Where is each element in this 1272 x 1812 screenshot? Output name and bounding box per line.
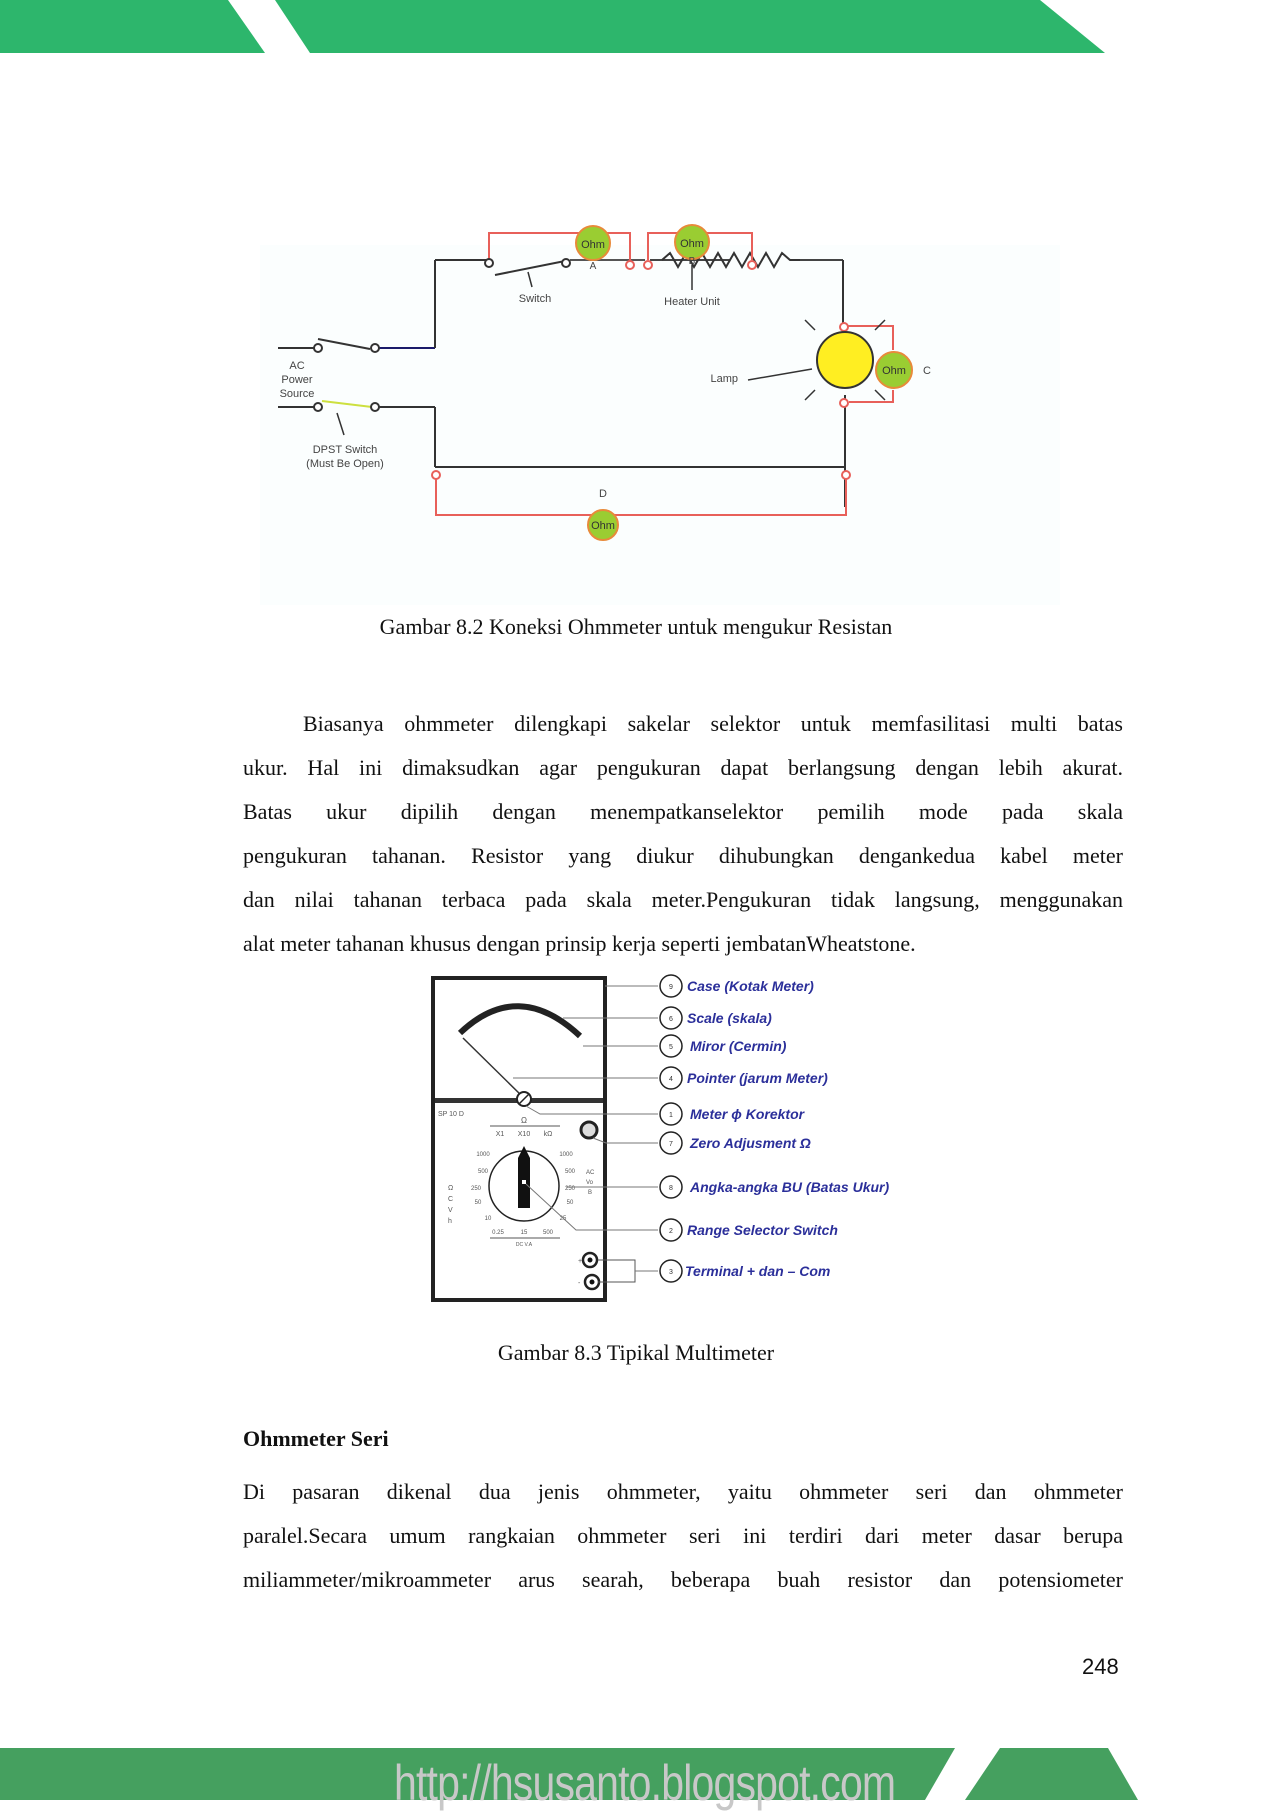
callout-label: Terminal + dan – Com: [685, 1263, 831, 1279]
paragraph-ohmmeter-seri: [243, 1470, 1123, 1602]
ohm-range: X10: [517, 1131, 531, 1138]
model-label: SP 10 D: [438, 1111, 464, 1118]
callout-label: Case (Kotak Meter): [687, 978, 814, 994]
paragraph-line: miliammeter/mikroammeter arus searah, beberapa buah resistor dan potensiometer: [243, 1567, 1123, 1592]
callout-number: 5: [669, 1044, 673, 1051]
ohm-meter-d-label: Ohm: [591, 520, 615, 532]
range-value: 250: [564, 1186, 576, 1192]
switch-label: Switch: [518, 293, 552, 305]
callout-label: Angka-angka BU (Batas Ukur): [690, 1179, 890, 1195]
range-value: 500: [542, 1230, 554, 1236]
callout-terminal: [660, 1260, 830, 1282]
paragraph-line: Biasanya ohmmeter dilengkapi sakelar selektor untuk memfasilitasi multi batas: [303, 711, 1123, 736]
paragraph-line: paralel.Secara umum rangkaian ohmmeter seri ini terdiri dari meter dasar berupa: [243, 1523, 1123, 1548]
callout-range-selector: [660, 1219, 838, 1241]
paragraph-line: ukur. Hal ini dimaksudkan agar pengukuran dapat berlangsung dengan lebih akurat.: [243, 755, 1123, 780]
callout-label: Pointer (jarum Meter): [687, 1070, 828, 1086]
header-band-main: [275, 0, 1105, 53]
paragraph-line: alat meter tahanan khusus dengan prinsip kerja seperti jembatanWheatstone.: [243, 931, 916, 956]
side-label: AC: [586, 1170, 595, 1176]
side-label: C: [448, 1196, 454, 1203]
footer-url-watermark[interactable]: http://hsusanto.blogspot.com: [394, 1755, 896, 1811]
ohmmeter-connection-diagram: [260, 238, 1060, 605]
section-heading: Ohmmeter Seri: [243, 1426, 389, 1451]
range-value: 500: [564, 1169, 576, 1175]
paragraph-line: Di pasaran dikenal dua jenis ohmmeter, yaitu ohmmeter seri dan ohmmeter: [243, 1479, 1123, 1504]
selector-knob: [518, 1146, 530, 1208]
ohm-range: kΩ: [543, 1131, 553, 1138]
meter-a-letter: A: [589, 261, 597, 272]
range-value: 50: [474, 1200, 482, 1206]
callout-range-numbers: [660, 1176, 889, 1198]
range-value: 50: [566, 1200, 574, 1206]
callout-number: 7: [669, 1141, 673, 1148]
callout-mirror: [660, 1035, 787, 1057]
side-label: Vo: [586, 1180, 594, 1186]
range-value: 0.25: [492, 1230, 504, 1236]
header-band: [0, 0, 1272, 56]
minus-sign: -: [578, 1280, 581, 1287]
ac-label-2: Power: [281, 374, 313, 386]
paragraph-line: Batas ukur dipilih dengan menempatkanselektor pemilih mode pada skala: [243, 799, 1123, 824]
callout-scale: [660, 1007, 772, 1029]
ac-label-1: AC: [289, 360, 305, 372]
paragraph-ohmmeter-selector: [243, 702, 1123, 966]
meter-d-letter: D: [599, 488, 607, 500]
callout-number: 6: [669, 1016, 673, 1023]
callout-label: Range Selector Switch: [687, 1222, 838, 1238]
range-value: 500: [477, 1169, 489, 1175]
side-label: B: [588, 1190, 593, 1196]
zero-adjust-knob: [581, 1122, 597, 1138]
paragraph-line: dan nilai tahanan terbaca pada skala meter.Pengukuran tidak langsung, menggunakan: [243, 887, 1123, 912]
meter-c-letter: C: [923, 365, 931, 377]
plus-sign: +: [578, 1258, 583, 1265]
side-label: Ω: [448, 1185, 454, 1192]
meter-b-letter: B: [688, 256, 696, 267]
side-label: V: [448, 1207, 453, 1214]
paragraph-line: pengukuran tahanan. Resistor yang diukur dihubungkan dengankedua kabel meter: [243, 843, 1123, 868]
ohm-meter-b-label: Ohm: [680, 238, 704, 250]
ac-label-3: Source: [279, 388, 315, 400]
range-value: 15: [520, 1230, 528, 1236]
callout-label: Meter ϕ Korektor: [690, 1106, 805, 1122]
callout-number: 4: [669, 1076, 673, 1083]
callout-label: Zero Adjusment Ω: [690, 1135, 811, 1151]
ohm-meter-a-label: Ohm: [581, 239, 605, 251]
callout-number: 2: [669, 1228, 673, 1235]
range-value: 10: [484, 1216, 492, 1222]
dpst-label-2: (Must Be Open): [306, 458, 384, 470]
header-band-left: [0, 0, 265, 53]
range-value: 1000: [476, 1152, 490, 1158]
callout-number: 3: [669, 1269, 673, 1276]
callout-number: 9: [669, 984, 673, 991]
range-value: 1000: [559, 1152, 573, 1158]
callout-label: Scale (skala): [687, 1010, 772, 1026]
figure-8-3-caption: Gambar 8.3 Tipikal Multimeter: [497, 1340, 775, 1365]
lamp-label: Lamp: [710, 373, 738, 385]
range-value: 250: [470, 1186, 482, 1192]
ohm-range: X1: [495, 1131, 505, 1138]
dc-label: DC V.A: [515, 1242, 533, 1248]
callout-number: 1: [669, 1112, 673, 1119]
ohm-meter-c-label: Ohm: [882, 365, 906, 377]
callout-label: Miror (Cermin): [690, 1038, 787, 1054]
dpst-label-1: DPST Switch: [312, 444, 378, 456]
range-value: 25: [559, 1216, 567, 1222]
multimeter-diagram: [428, 968, 928, 1308]
figure-8-2-caption: Gambar 8.2 Koneksi Ohmmeter untuk mengukur Resistan: [379, 614, 893, 639]
side-label: h: [448, 1218, 452, 1225]
heater-unit-label: Heater Unit: [664, 296, 720, 308]
page-number: 248: [1082, 1654, 1119, 1679]
multimeter-case: [433, 978, 605, 1300]
ohm-symbol: Ω: [521, 1116, 527, 1125]
callout-number: 8: [669, 1185, 673, 1192]
